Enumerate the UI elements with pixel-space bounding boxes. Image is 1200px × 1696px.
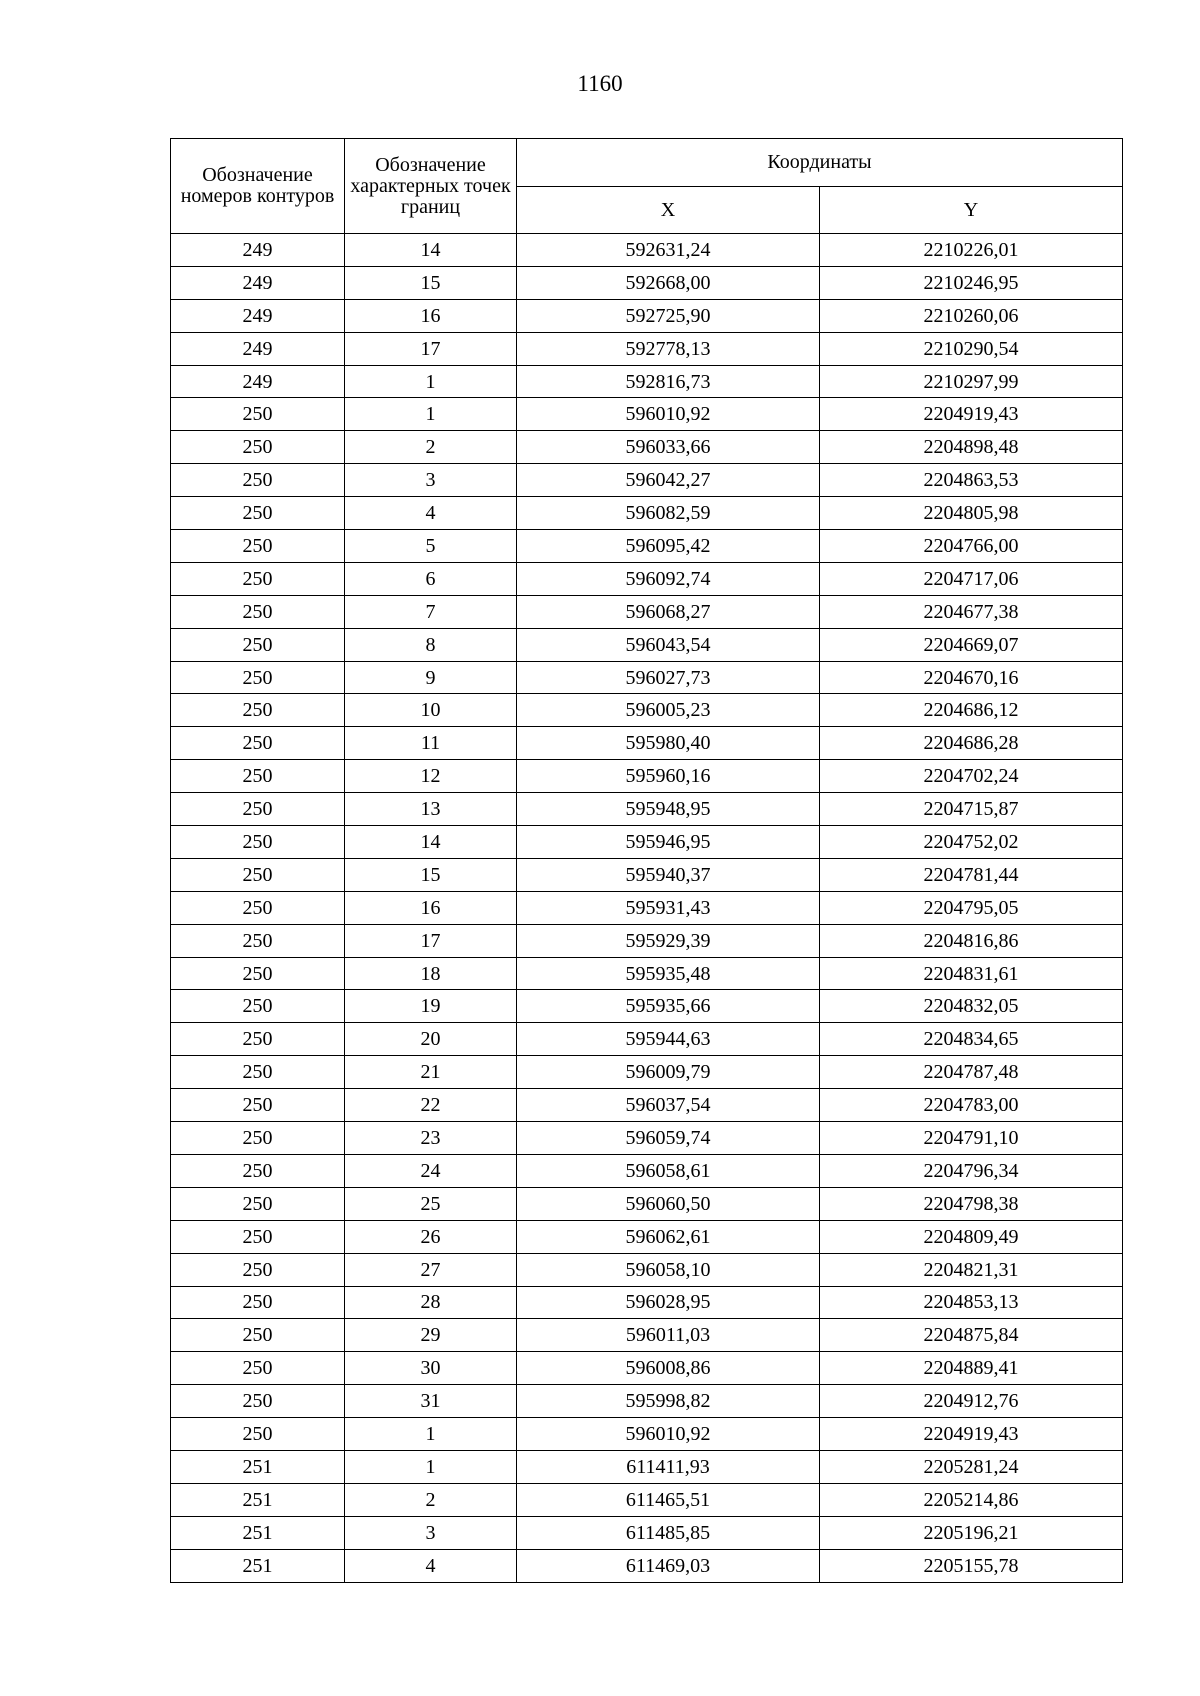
cell-contour-number: 250 [171, 1023, 345, 1056]
cell-x: 595998,82 [517, 1385, 820, 1418]
header-contour-numbers: Обозначение номеров контуров [171, 139, 345, 234]
cell-contour-number: 250 [171, 628, 345, 661]
cell-x: 611485,85 [517, 1516, 820, 1549]
table-row [171, 1056, 1123, 1089]
cell-x: 596058,61 [517, 1154, 820, 1187]
cell-y: 2204816,86 [820, 924, 1123, 957]
table-row [171, 891, 1123, 924]
cell-y: 2204795,05 [820, 891, 1123, 924]
cell-x: 592668,00 [517, 266, 820, 299]
table-row [171, 266, 1123, 299]
cell-y: 2204686,28 [820, 727, 1123, 760]
table-row [171, 299, 1123, 332]
cell-contour-number: 250 [171, 793, 345, 826]
table-row [171, 1023, 1123, 1056]
cell-y: 2204832,05 [820, 990, 1123, 1023]
cell-y: 2204805,98 [820, 497, 1123, 530]
cell-y: 2204863,53 [820, 464, 1123, 497]
cell-point-number: 4 [345, 1549, 517, 1582]
cell-y: 2204919,43 [820, 398, 1123, 431]
cell-x: 596028,95 [517, 1286, 820, 1319]
cell-point-number: 14 [345, 826, 517, 859]
cell-x: 596037,54 [517, 1089, 820, 1122]
cell-point-number: 1 [345, 365, 517, 398]
table-row [171, 793, 1123, 826]
table-row [171, 431, 1123, 464]
cell-y: 2205214,86 [820, 1483, 1123, 1516]
cell-y: 2204834,65 [820, 1023, 1123, 1056]
cell-contour-number: 250 [171, 1418, 345, 1451]
cell-point-number: 1 [345, 1450, 517, 1483]
cell-x: 595935,66 [517, 990, 820, 1023]
cell-x: 611465,51 [517, 1483, 820, 1516]
cell-point-number: 18 [345, 957, 517, 990]
cell-contour-number: 250 [171, 760, 345, 793]
cell-x: 611411,93 [517, 1450, 820, 1483]
cell-point-number: 10 [345, 694, 517, 727]
cell-point-number: 27 [345, 1253, 517, 1286]
cell-x: 596062,61 [517, 1220, 820, 1253]
cell-y: 2204783,00 [820, 1089, 1123, 1122]
table-row [171, 1253, 1123, 1286]
cell-contour-number: 249 [171, 299, 345, 332]
cell-y: 2204702,24 [820, 760, 1123, 793]
cell-y: 2204669,07 [820, 628, 1123, 661]
cell-contour-number: 250 [171, 891, 345, 924]
cell-contour-number: 249 [171, 332, 345, 365]
cell-contour-number: 250 [171, 1385, 345, 1418]
cell-contour-number: 250 [171, 497, 345, 530]
cell-y: 2204889,41 [820, 1352, 1123, 1385]
cell-contour-number: 250 [171, 1089, 345, 1122]
cell-contour-number: 250 [171, 1286, 345, 1319]
table-row [171, 332, 1123, 365]
cell-y: 2210226,01 [820, 234, 1123, 267]
table-row [171, 497, 1123, 530]
cell-point-number: 29 [345, 1319, 517, 1352]
table-row [171, 1154, 1123, 1187]
cell-x: 592778,13 [517, 332, 820, 365]
cell-y: 2204670,16 [820, 661, 1123, 694]
table-row [171, 990, 1123, 1023]
cell-contour-number: 250 [171, 924, 345, 957]
cell-point-number: 23 [345, 1122, 517, 1155]
cell-contour-number: 250 [171, 431, 345, 464]
cell-x: 611469,03 [517, 1549, 820, 1582]
cell-x: 595935,48 [517, 957, 820, 990]
cell-contour-number: 250 [171, 1056, 345, 1089]
cell-point-number: 11 [345, 727, 517, 760]
cell-contour-number: 250 [171, 1253, 345, 1286]
cell-y: 2204912,76 [820, 1385, 1123, 1418]
cell-x: 592816,73 [517, 365, 820, 398]
table-row [171, 1286, 1123, 1319]
cell-y: 2204798,38 [820, 1187, 1123, 1220]
table-row [171, 595, 1123, 628]
cell-point-number: 25 [345, 1187, 517, 1220]
cell-point-number: 8 [345, 628, 517, 661]
table-row [171, 1220, 1123, 1253]
cell-contour-number: 250 [171, 1122, 345, 1155]
cell-y: 2204853,13 [820, 1286, 1123, 1319]
cell-point-number: 26 [345, 1220, 517, 1253]
table-row [171, 1089, 1123, 1122]
header-y: Y [820, 187, 1123, 234]
cell-x: 592631,24 [517, 234, 820, 267]
cell-contour-number: 251 [171, 1450, 345, 1483]
cell-point-number: 31 [345, 1385, 517, 1418]
cell-y: 2204715,87 [820, 793, 1123, 826]
table-row [171, 924, 1123, 957]
cell-y: 2204791,10 [820, 1122, 1123, 1155]
cell-point-number: 14 [345, 234, 517, 267]
cell-y: 2210246,95 [820, 266, 1123, 299]
cell-contour-number: 250 [171, 464, 345, 497]
cell-point-number: 22 [345, 1089, 517, 1122]
cell-y: 2204919,43 [820, 1418, 1123, 1451]
cell-contour-number: 251 [171, 1549, 345, 1582]
cell-contour-number: 250 [171, 727, 345, 760]
cell-x: 596009,79 [517, 1056, 820, 1089]
cell-x: 596095,42 [517, 530, 820, 563]
table-body [171, 234, 1123, 1583]
cell-y: 2204677,38 [820, 595, 1123, 628]
cell-y: 2204686,12 [820, 694, 1123, 727]
table-row [171, 1122, 1123, 1155]
cell-contour-number: 250 [171, 1319, 345, 1352]
cell-contour-number: 249 [171, 365, 345, 398]
cell-x: 596068,27 [517, 595, 820, 628]
table-row [171, 1450, 1123, 1483]
cell-x: 596011,03 [517, 1319, 820, 1352]
cell-y: 2204717,06 [820, 562, 1123, 595]
cell-contour-number: 249 [171, 234, 345, 267]
cell-y: 2204821,31 [820, 1253, 1123, 1286]
cell-point-number: 24 [345, 1154, 517, 1187]
cell-x: 592725,90 [517, 299, 820, 332]
header-coordinates: Координаты [517, 139, 1123, 187]
cell-contour-number: 250 [171, 562, 345, 595]
cell-x: 595960,16 [517, 760, 820, 793]
cell-point-number: 15 [345, 266, 517, 299]
cell-x: 595948,95 [517, 793, 820, 826]
cell-y: 2210297,99 [820, 365, 1123, 398]
cell-point-number: 6 [345, 562, 517, 595]
table-row [171, 1385, 1123, 1418]
cell-point-number: 2 [345, 1483, 517, 1516]
cell-x: 596008,86 [517, 1352, 820, 1385]
cell-y: 2204831,61 [820, 957, 1123, 990]
cell-point-number: 21 [345, 1056, 517, 1089]
cell-point-number: 20 [345, 1023, 517, 1056]
coordinates-table [170, 138, 1123, 1583]
cell-contour-number: 250 [171, 858, 345, 891]
cell-point-number: 19 [345, 990, 517, 1023]
cell-contour-number: 250 [171, 1154, 345, 1187]
table-row [171, 858, 1123, 891]
cell-x: 596060,50 [517, 1187, 820, 1220]
cell-x: 596059,74 [517, 1122, 820, 1155]
cell-point-number: 15 [345, 858, 517, 891]
cell-y: 2204898,48 [820, 431, 1123, 464]
cell-x: 596010,92 [517, 1418, 820, 1451]
cell-point-number: 5 [345, 530, 517, 563]
cell-point-number: 12 [345, 760, 517, 793]
table-row [171, 661, 1123, 694]
header-x: X [517, 187, 820, 234]
cell-point-number: 17 [345, 924, 517, 957]
table-row [171, 628, 1123, 661]
cell-contour-number: 250 [171, 398, 345, 431]
cell-contour-number: 250 [171, 957, 345, 990]
cell-y: 2210290,54 [820, 332, 1123, 365]
table-row [171, 398, 1123, 431]
table-row [171, 1516, 1123, 1549]
cell-x: 595946,95 [517, 826, 820, 859]
table-row [171, 1187, 1123, 1220]
cell-y: 2205281,24 [820, 1450, 1123, 1483]
cell-contour-number: 249 [171, 266, 345, 299]
cell-y: 2204875,84 [820, 1319, 1123, 1352]
cell-x: 596033,66 [517, 431, 820, 464]
cell-y: 2210260,06 [820, 299, 1123, 332]
cell-point-number: 3 [345, 464, 517, 497]
cell-contour-number: 250 [171, 595, 345, 628]
cell-x: 595980,40 [517, 727, 820, 760]
cell-point-number: 3 [345, 1516, 517, 1549]
cell-x: 596010,92 [517, 398, 820, 431]
cell-y: 2204781,44 [820, 858, 1123, 891]
table-row [171, 1549, 1123, 1582]
table-row [171, 530, 1123, 563]
cell-point-number: 30 [345, 1352, 517, 1385]
table-row [171, 562, 1123, 595]
cell-x: 596043,54 [517, 628, 820, 661]
cell-point-number: 16 [345, 299, 517, 332]
cell-point-number: 2 [345, 431, 517, 464]
cell-y: 2205196,21 [820, 1516, 1123, 1549]
cell-y: 2205155,78 [820, 1549, 1123, 1582]
cell-contour-number: 250 [171, 661, 345, 694]
cell-point-number: 28 [345, 1286, 517, 1319]
cell-x: 596042,27 [517, 464, 820, 497]
cell-x: 595929,39 [517, 924, 820, 957]
cell-y: 2204809,49 [820, 1220, 1123, 1253]
cell-point-number: 1 [345, 1418, 517, 1451]
cell-x: 596092,74 [517, 562, 820, 595]
cell-contour-number: 250 [171, 530, 345, 563]
table-row [171, 957, 1123, 990]
cell-contour-number: 250 [171, 1352, 345, 1385]
table-row [171, 1483, 1123, 1516]
header-boundary-points: Обозначение характерных точек границ [345, 139, 517, 234]
cell-x: 596058,10 [517, 1253, 820, 1286]
cell-point-number: 7 [345, 595, 517, 628]
cell-contour-number: 250 [171, 1220, 345, 1253]
table-row [171, 826, 1123, 859]
table-header [171, 139, 1123, 234]
table-row [171, 760, 1123, 793]
cell-contour-number: 251 [171, 1483, 345, 1516]
cell-y: 2204752,02 [820, 826, 1123, 859]
cell-contour-number: 250 [171, 694, 345, 727]
cell-x: 595931,43 [517, 891, 820, 924]
cell-contour-number: 251 [171, 1516, 345, 1549]
cell-point-number: 16 [345, 891, 517, 924]
cell-y: 2204766,00 [820, 530, 1123, 563]
table-row [171, 694, 1123, 727]
table-row [171, 234, 1123, 267]
cell-point-number: 13 [345, 793, 517, 826]
page-number: 1160 [577, 71, 623, 96]
cell-x: 595944,63 [517, 1023, 820, 1056]
cell-x: 596005,23 [517, 694, 820, 727]
table-row [171, 464, 1123, 497]
table-row [171, 1418, 1123, 1451]
cell-contour-number: 250 [171, 1187, 345, 1220]
cell-contour-number: 250 [171, 990, 345, 1023]
cell-point-number: 1 [345, 398, 517, 431]
cell-x: 596082,59 [517, 497, 820, 530]
cell-y: 2204787,48 [820, 1056, 1123, 1089]
cell-point-number: 4 [345, 497, 517, 530]
cell-point-number: 17 [345, 332, 517, 365]
table-row [171, 1319, 1123, 1352]
cell-x: 596027,73 [517, 661, 820, 694]
table-row [171, 727, 1123, 760]
cell-y: 2204796,34 [820, 1154, 1123, 1187]
cell-contour-number: 250 [171, 826, 345, 859]
table-row [171, 1352, 1123, 1385]
table-row [171, 365, 1123, 398]
cell-point-number: 9 [345, 661, 517, 694]
cell-x: 595940,37 [517, 858, 820, 891]
